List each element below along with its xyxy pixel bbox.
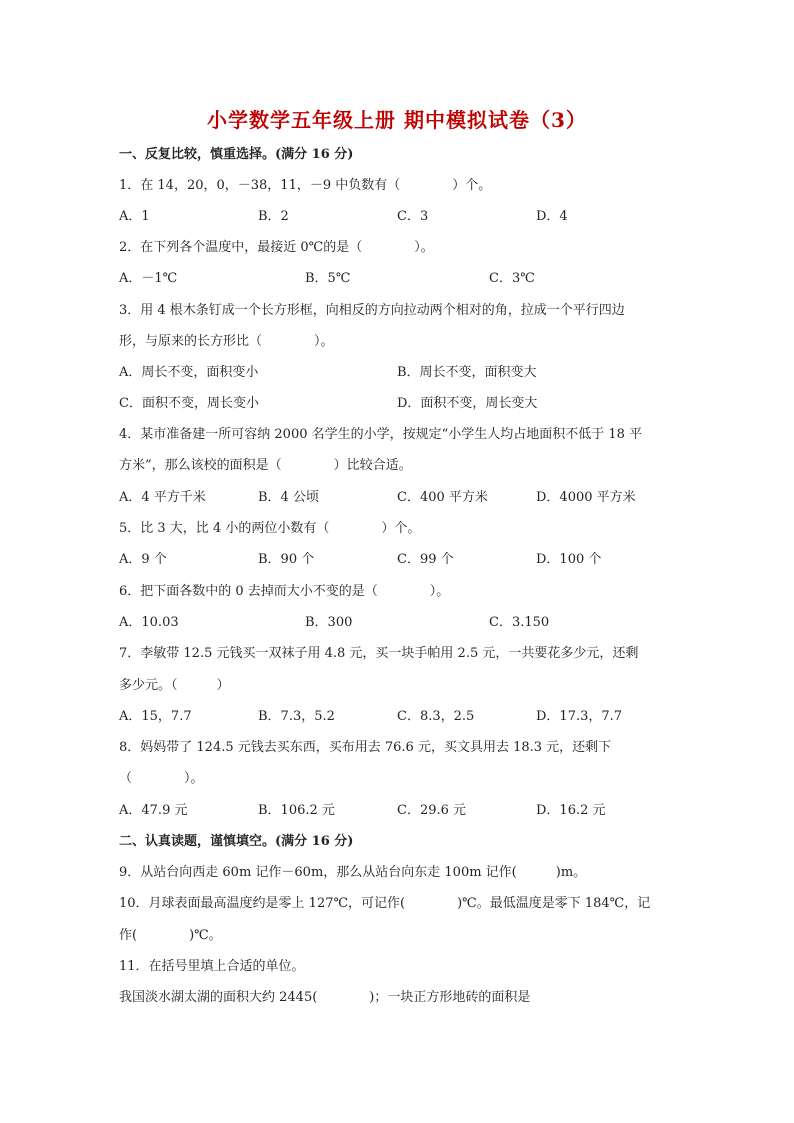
q4-option-b: B．4 公顷	[258, 490, 319, 505]
q8-option-d: D．16.2 元	[536, 803, 606, 818]
question-8-line-1: 8．妈妈带了 124.5 元钱去买东西，买布用去 76.6 元，买文具用去 18.3 元，还剩下	[119, 740, 612, 755]
question-3-line-2: 形，与原来的长方形比（ ）。	[119, 334, 334, 349]
q5-option-c: C．99 个	[397, 552, 454, 567]
question-2: 2．在下列各个温度中，最接近 0℃的是（ ）。	[119, 240, 434, 255]
q3-option-a: A．周长不变，面积变小	[119, 365, 259, 380]
question-6: 6．把下面各数中的 0 去掉而大小不变的是（ ）。	[119, 584, 450, 599]
q3-option-d: D．面积不变，周长变大	[397, 396, 538, 411]
question-11-line-2: 我国淡水湖太湖的面积大约 2445( )；一块正方形地砖的面积是	[119, 990, 531, 1005]
q5-option-d: D．100 个	[536, 552, 602, 567]
q1-option-c: C．3	[397, 209, 429, 224]
q6-option-a: A．10.03	[119, 615, 179, 630]
question-10-line-1: 10．月球表面最高温度约是零上 127℃，可记作( )℃。最低温度是零下 184℃，记	[119, 896, 651, 911]
question-9: 9．从站台向西走 60m 记作－60m，那么从站台向东走 100m 记作( )m。	[119, 865, 587, 880]
q1-option-b: B．2	[258, 209, 289, 224]
q2-option-b: B．5℃	[305, 271, 351, 286]
q6-option-c: C．3.150	[489, 615, 550, 630]
q4-option-a: A．4 平方千米	[119, 490, 206, 505]
q5-option-b: B．90 个	[258, 552, 315, 567]
section-2-heading: 二、认真读题，谨慎填空。(满分 16 分)	[119, 834, 354, 849]
q4-option-c: C．400 平方米	[397, 490, 488, 505]
q7-option-b: B．7.3，5.2	[258, 709, 335, 724]
q2-option-c: C．3℃	[489, 271, 535, 286]
q4-option-d: D．4000 平方米	[536, 490, 636, 505]
q8-option-a: A．47.9 元	[119, 803, 188, 818]
question-4-line-1: 4．某市准备建一所可容纳 2000 名学生的小学，按规定“小学生人均占地面积不低于 18 平	[119, 427, 643, 442]
question-5: 5．比 3 大，比 4 小的两位小数有（ ）个。	[119, 521, 421, 536]
question-8-line-2: （ ）。	[119, 771, 204, 786]
q5-option-a: A．9 个	[119, 552, 167, 567]
q7-option-c: C．8.3，2.5	[397, 709, 475, 724]
q1-option-a: A．1	[119, 209, 150, 224]
section-1-heading: 一、反复比较，慎重选择。(满分 16 分)	[119, 147, 354, 162]
question-3-line-1: 3．用 4 根木条钉成一个长方形框，向相反的方向拉动两个相对的角，拉成一个平行四边	[119, 303, 625, 318]
question-7-line-2: 多少元。（ ）	[119, 678, 230, 693]
question-7-line-1: 7．李敏带 12.5 元钱买一双袜子用 4.8 元，买一块手帕用 2.5 元，一共要花多少元，还剩	[119, 646, 639, 661]
question-11: 11．在括号里填上合适的单位。	[119, 959, 305, 974]
q6-option-b: B．300	[305, 615, 353, 630]
q3-option-c: C．面积不变，周长变小	[119, 396, 259, 411]
question-10-line-2: 作( )℃。	[119, 928, 222, 943]
q3-option-b: B．周长不变，面积变大	[397, 365, 537, 380]
question-4-line-2: 方米”，那么该校的面积是（ ）比较合适。	[119, 458, 412, 473]
q1-option-d: D．4	[536, 209, 568, 224]
q8-option-b: B．106.2 元	[258, 803, 335, 818]
q7-option-a: A．15，7.7	[119, 709, 192, 724]
q7-option-d: D．17.3，7.7	[536, 709, 623, 724]
q8-option-c: C．29.6 元	[397, 803, 467, 818]
page-title: 小学数学五年级上册 期中模拟试卷（3）	[207, 108, 587, 132]
question-1: 1．在 14，20，0，－38，11，－9 中负数有（ ）个。	[119, 178, 492, 193]
q2-option-a: A．－1℃	[119, 271, 178, 286]
